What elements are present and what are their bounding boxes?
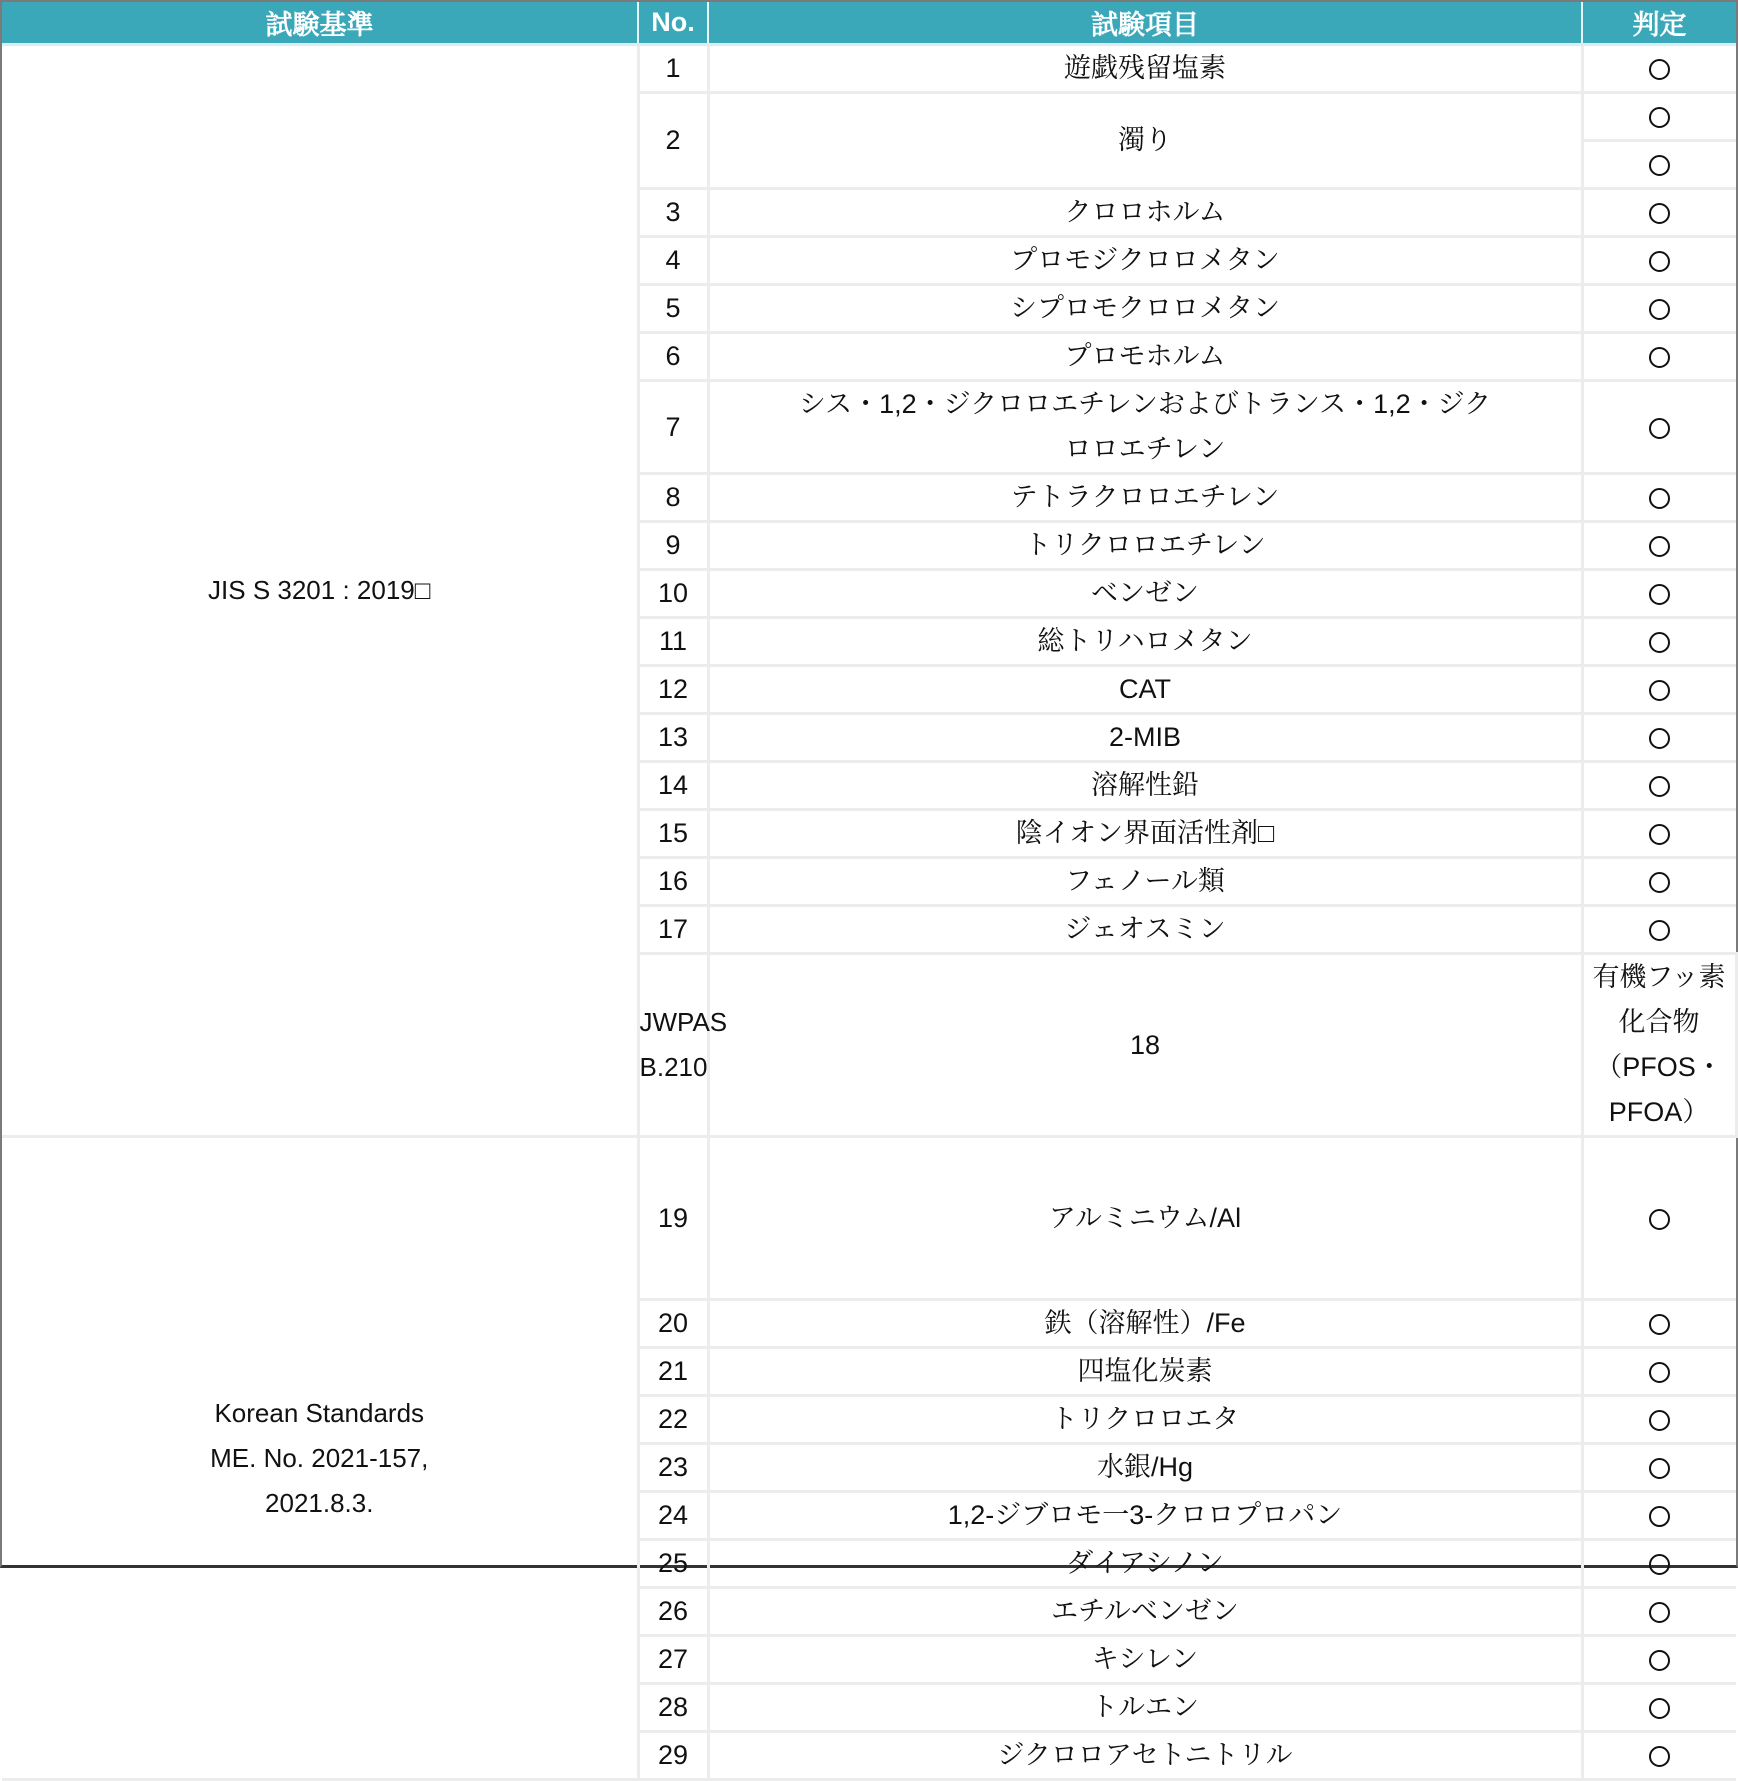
row-no: 4 [638,237,708,285]
row-no: 8 [638,474,708,522]
row-item: フェノール類 [708,858,1582,906]
pass-circle-icon [1649,299,1670,320]
row-no: 6 [638,333,708,381]
row-item: 溶解性鉛 [708,762,1582,810]
row-no: 24 [638,1492,708,1540]
judgement-cell [1582,762,1736,810]
row-item: トルエン [708,1684,1582,1732]
row-item-line: シス・1,2・ジクロロエチレンおよびトランス・1,2・ジク [730,382,1561,427]
header-item: 試験項目 [708,2,1582,45]
judgement-cell [1582,714,1736,762]
table-row [2,45,1736,93]
pass-circle-icon [1649,1602,1670,1623]
row-item: ジェオスミン [708,906,1582,954]
row-no: 1 [638,45,708,93]
judgement-cell [1582,93,1736,141]
row-item: プロモジクロロメタン [708,237,1582,285]
row-item: キシレン [708,1636,1582,1684]
pass-circle-icon [1649,680,1670,701]
row-no: 14 [638,762,708,810]
row-no: 9 [638,522,708,570]
row-no: 12 [638,666,708,714]
row-item: 1,2-ジブロモ一3-クロロプロパン [708,1492,1582,1540]
row-item: 陰イオン界面活性剤□ [708,810,1582,858]
pass-circle-icon [1649,1314,1670,1335]
judgement-cell [1582,1588,1736,1636]
pass-circle-icon [1649,203,1670,224]
row-item: 四塩化炭素 [708,1348,1582,1396]
table-row [2,1137,1736,1300]
row-no: 27 [638,1636,708,1684]
pass-circle-icon [1649,59,1670,80]
row-item: ベンゼン [708,570,1582,618]
judgement-cell [1582,1137,1736,1300]
header-judgement: 判定 [1582,2,1736,45]
row-item: トリクロロエチレン [708,522,1582,570]
standard-jis: JIS S 3201 : 2019□ [2,45,638,1137]
row-item: プロモホルム [708,333,1582,381]
row-item: 鉄（溶解性）/Fe [708,1300,1582,1348]
row-item: シプロモクロロメタン [708,285,1582,333]
row-no: 19 [638,1137,708,1300]
pass-circle-icon [1649,776,1670,797]
pass-circle-icon [1649,347,1670,368]
row-no: 13 [638,714,708,762]
judgement-cell [1582,1396,1736,1444]
row-no: 20 [638,1300,708,1348]
pass-circle-icon [1649,488,1670,509]
row-item: トリクロロエタ [708,1396,1582,1444]
pass-circle-icon [1649,251,1670,272]
standard-korean-line: 2021.8.3. [2,1481,637,1526]
row-item: 総トリハロメタン [708,618,1582,666]
judgement-cell [1582,522,1736,570]
row-item-line: ロロエチレン [730,427,1561,472]
row-no: 28 [638,1684,708,1732]
row-no: 16 [638,858,708,906]
row-no: 15 [638,810,708,858]
row-item: テトラクロロエチレン [708,474,1582,522]
judgement-cell [1582,1348,1736,1396]
judgement-cell [1582,1732,1736,1780]
standard-korean [2,1137,638,1780]
pass-circle-icon [1649,1650,1670,1671]
pass-circle-icon [1649,1410,1670,1431]
header-no: No. [638,2,708,45]
row-no: 23 [638,1444,708,1492]
pass-circle-icon [1649,584,1670,605]
row-item: ジクロロアセトニトリル [708,1732,1582,1780]
judgement-cell [1582,285,1736,333]
row-no: 5 [638,285,708,333]
judgement-cell [1582,1492,1736,1540]
row-no: 25 [638,1540,708,1588]
judgement-cell [1582,141,1736,189]
row-item: クロロホルム [708,189,1582,237]
judgement-cell [1582,906,1736,954]
pass-circle-icon [1649,824,1670,845]
judgement-cell [1582,666,1736,714]
judgement-cell [1582,237,1736,285]
row-no: 11 [638,618,708,666]
judgement-cell [1582,618,1736,666]
judgement-cell [1582,858,1736,906]
row-item: 遊戯残留塩素 [708,45,1582,93]
pass-circle-icon [1649,1209,1670,1230]
pass-circle-icon [1649,1554,1670,1575]
row-item: CAT [708,666,1582,714]
row-no: 17 [638,906,708,954]
judgement-cell [1582,1540,1736,1588]
row-no: 7 [638,381,708,474]
row-no: 10 [638,570,708,618]
judgement-cell [1582,1684,1736,1732]
judgement-cell [1582,474,1736,522]
row-item [708,381,1582,474]
row-no: 2 [638,93,708,189]
standard-korean-line: Korean Standards [2,1391,637,1436]
test-results-table [2,2,1736,1781]
pass-circle-icon [1649,155,1670,176]
pass-circle-icon [1649,1362,1670,1383]
row-no: 26 [638,1588,708,1636]
row-item: 水銀/Hg [708,1444,1582,1492]
standard-jwpas: JWPAS B.210 [638,954,708,1137]
pass-circle-icon [1649,872,1670,893]
judgement-cell [1582,1444,1736,1492]
pass-circle-icon [1649,1698,1670,1719]
row-item: エチルベンゼン [708,1588,1582,1636]
pass-circle-icon [1649,920,1670,941]
pass-circle-icon [1649,1506,1670,1527]
judgement-cell [1582,333,1736,381]
pass-circle-icon [1649,536,1670,557]
row-no: 22 [638,1396,708,1444]
table-header-row [2,2,1736,45]
row-no: 3 [638,189,708,237]
row-no: 21 [638,1348,708,1396]
row-no: 18 [708,954,1582,1137]
row-no: 29 [638,1732,708,1780]
row-item: 濁り [708,93,1582,189]
row-item: 有機フッ素化合物（PFOS・PFOA） [1582,954,1736,1137]
judgement-cell [1582,45,1736,93]
pass-circle-icon [1649,728,1670,749]
row-item: 2-MIB [708,714,1582,762]
pass-circle-icon [1649,1746,1670,1767]
judgement-cell [1582,810,1736,858]
pass-circle-icon [1649,632,1670,653]
judgement-cell [1582,381,1736,474]
row-item: アルミニウム/Al [708,1137,1582,1300]
judgement-cell [1582,570,1736,618]
row-item: ダイアシノン [708,1540,1582,1588]
judgement-cell [1582,189,1736,237]
header-standard: 試験基準 [2,2,638,45]
judgement-cell [1582,1636,1736,1684]
pass-circle-icon [1649,107,1670,128]
pass-circle-icon [1649,418,1670,439]
pass-circle-icon [1649,1458,1670,1479]
judgement-cell [1582,1300,1736,1348]
standard-korean-line: ME. No. 2021-157, [2,1436,637,1481]
